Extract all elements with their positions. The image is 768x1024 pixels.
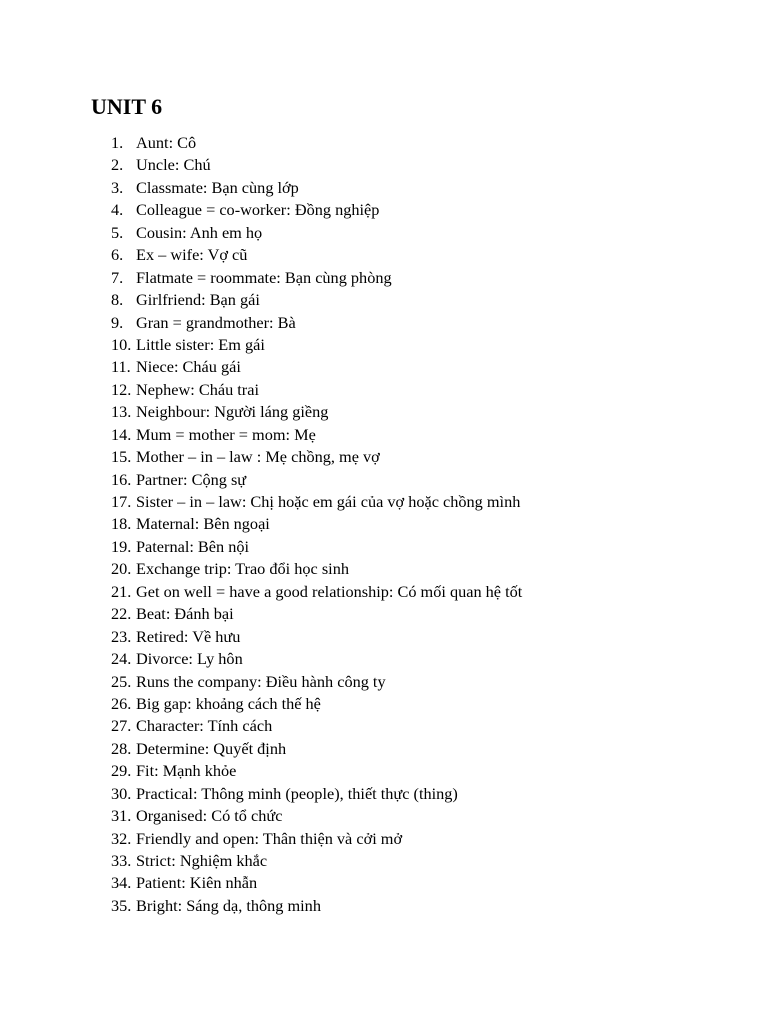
list-item-text: Divorce: Ly hôn bbox=[136, 649, 243, 669]
list-item-text: Big gap: khoảng cách thế hệ bbox=[136, 693, 321, 713]
list-item-number: 3. bbox=[111, 177, 124, 197]
list-item-text: Sister – in – law: Chị hoặc em gái của vợ hoặc chồng mình bbox=[136, 492, 521, 511]
list-item-text: Maternal: Bên ngoại bbox=[136, 514, 270, 534]
list-item-number: 23. bbox=[111, 626, 132, 646]
list-item-text: Partner: Cộng sự bbox=[136, 469, 247, 489]
list-item-text: Paternal: Bên nội bbox=[136, 536, 250, 556]
list-item-number: 26. bbox=[111, 693, 132, 713]
list-item-number: 8. bbox=[111, 290, 124, 310]
list-item-text: Practical: Thông minh (people), thiết thực (thing) bbox=[136, 783, 458, 803]
list-item-number: 2. bbox=[111, 155, 124, 175]
list-item-text: Determine: Quyết định bbox=[136, 738, 287, 758]
list-item-number: 24. bbox=[111, 649, 132, 669]
list-item-text: Ex – wife: Vợ cũ bbox=[136, 245, 248, 265]
list-item-number: 20. bbox=[111, 559, 132, 579]
list-item-number: 29. bbox=[111, 761, 132, 781]
list-item-text: Uncle: Chú bbox=[136, 155, 211, 175]
list-item-number: 25. bbox=[111, 671, 132, 691]
list-item-text: Friendly and open: Thân thiện và cởi mở bbox=[136, 828, 403, 848]
list-item-text: Neighbour: Người láng giềng bbox=[136, 402, 329, 422]
list-item-number: 28. bbox=[111, 738, 132, 758]
list-item-text: Gran = grandmother: Bà bbox=[136, 312, 296, 332]
list-item-text: Patient: Kiên nhẫn bbox=[136, 873, 258, 893]
list-item-text: Mum = mother = mom: Mẹ bbox=[136, 424, 316, 444]
list-item-number: 14. bbox=[111, 424, 132, 444]
list-item-number: 9. bbox=[111, 312, 124, 332]
list-item-text: Beat: Đánh bại bbox=[136, 604, 234, 624]
list-item-text: Colleague = co-worker: Đồng nghiệp bbox=[136, 200, 380, 220]
list-item-number: 19. bbox=[111, 536, 132, 556]
list-item-number: 30. bbox=[111, 783, 132, 803]
list-item-text: Niece: Cháu gái bbox=[136, 357, 241, 377]
list-item-number: 10. bbox=[111, 334, 132, 354]
list-item-text: Little sister: Em gái bbox=[136, 334, 265, 354]
list-item-number: 34. bbox=[111, 873, 132, 893]
list-item-text: Flatmate = roommate: Bạn cùng phòng bbox=[136, 267, 392, 287]
list-item-number: 4. bbox=[111, 200, 124, 220]
list-item-number: 31. bbox=[111, 806, 132, 826]
list-item-number: 18. bbox=[111, 514, 132, 534]
list-item-text: Retired: Về hưu bbox=[136, 626, 241, 646]
list-item-number: 33. bbox=[111, 851, 132, 870]
list-item-number: 16. bbox=[111, 469, 132, 489]
list-item-number: 7. bbox=[111, 267, 124, 287]
list-item-number: 12. bbox=[111, 379, 132, 399]
list-item-number: 22. bbox=[111, 604, 132, 624]
list-item-text: Nephew: Cháu trai bbox=[136, 379, 259, 399]
list-item-number: 15. bbox=[111, 447, 132, 467]
list-item-text: Exchange trip: Trao đổi học sinh bbox=[136, 559, 349, 579]
list-item-text: Fit: Mạnh khỏe bbox=[136, 761, 237, 781]
list-item-number: 5. bbox=[111, 222, 124, 242]
list-item-text: Organised: Có tổ chức bbox=[136, 806, 283, 826]
list-item-text: Girlfriend: Bạn gái bbox=[136, 290, 260, 310]
list-item-number: 35. bbox=[111, 895, 132, 915]
page-title: UNIT 6 bbox=[91, 94, 163, 119]
list-item-text: Classmate: Bạn cùng lớp bbox=[136, 177, 299, 197]
list-item-text: Runs the company: Điều hành công ty bbox=[136, 671, 386, 691]
list-item-text: Bright: Sáng dạ, thông minh bbox=[136, 895, 321, 915]
list-item-number: 6. bbox=[111, 245, 124, 265]
list-item-text: Character: Tính cách bbox=[136, 716, 273, 736]
list-item-number: 32. bbox=[111, 828, 132, 848]
list-item-number: 17. bbox=[111, 492, 132, 511]
list-item-number: 27. bbox=[111, 716, 132, 736]
list-item-number: 13. bbox=[111, 402, 132, 422]
list-item-text: Mother – in – law : Mẹ chồng, mẹ vợ bbox=[136, 447, 380, 467]
list-item-text: Cousin: Anh em họ bbox=[136, 222, 263, 242]
list-item-number: 1. bbox=[111, 133, 124, 152]
list-item-number: 21. bbox=[111, 581, 132, 601]
list-item-text: Strict: Nghiệm khắc bbox=[136, 851, 268, 870]
list-item-text: Aunt: Cô bbox=[136, 133, 197, 152]
list-item-text: Get on well = have a good relationship: Có mối quan hệ tốt bbox=[136, 581, 523, 601]
list-item-number: 11. bbox=[111, 357, 131, 377]
